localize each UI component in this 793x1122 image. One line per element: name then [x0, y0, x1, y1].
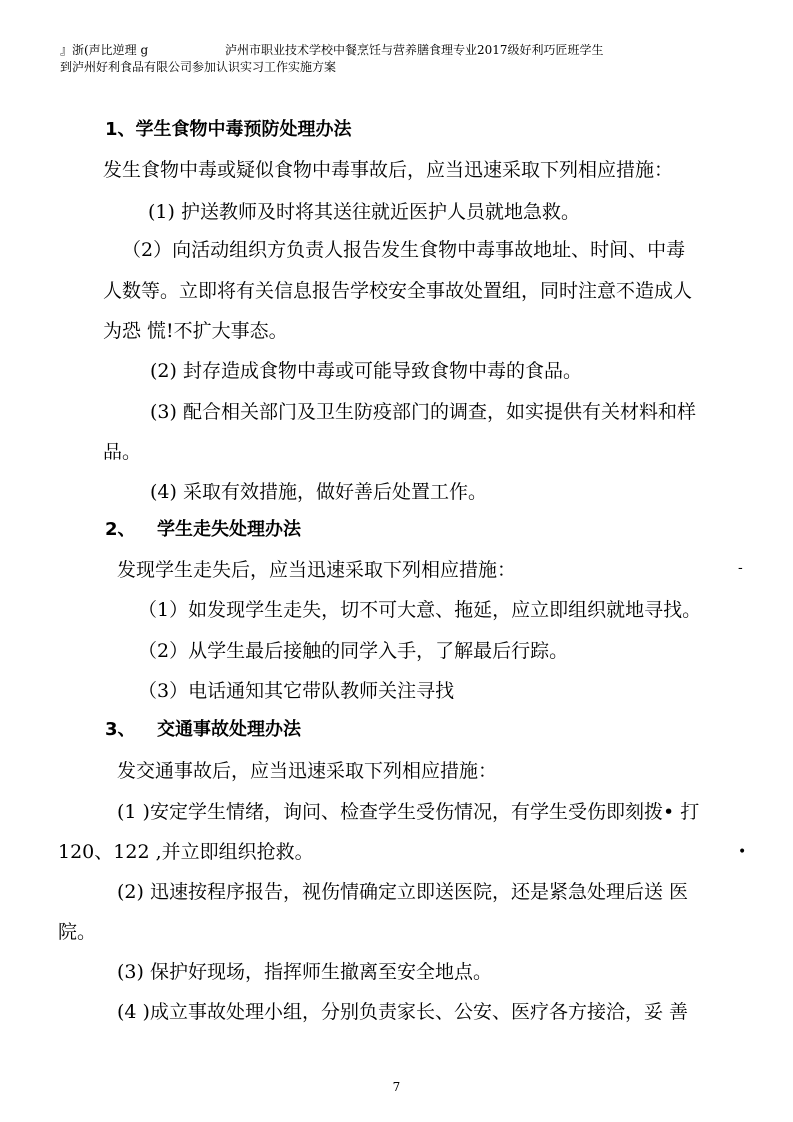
section-1-line: (3) 配合相关部门及卫生防疫部门的调查，如实提供有关材料和样 — [150, 401, 696, 423]
section-1-line: （2）向活动组织方负责人报告发生食物中毒事故地址、时间、中毒 — [122, 239, 686, 261]
section-3-heading — [105, 718, 301, 742]
section-3-line: (2) 迅速按程序报告，视伤情确定立即送医院，还是紧急处理后送 医 — [117, 881, 688, 903]
margin-dash-mark: - — [738, 560, 743, 576]
section-3-line: 院。 — [58, 921, 97, 943]
section-1-line: 为恐 慌!不扩大事态。 — [103, 320, 288, 342]
section-2-number: 2、 — [105, 519, 136, 540]
margin-bullet-mark: • — [738, 844, 747, 860]
section-3-line: 120、122 ,并立即组织抢救。 — [58, 841, 314, 863]
section-2-intro: 发现学生走失后，应当迅速采取下列相应措施： — [117, 559, 517, 581]
section-1-number: 1、 — [105, 119, 136, 140]
section-2-title: 学生走失处理办法 — [157, 519, 301, 540]
section-1-line: (4) 采取有效措施，做好善后处置工作。 — [150, 481, 487, 503]
section-1-line: (1) 护送教师及时将其送往就近医护人员就地急救。 — [148, 201, 580, 223]
section-3-number: 3、 — [105, 719, 136, 740]
header-title-line1: 泸州市职业技术学校中餐烹饪与营养膳食理专业2017级好利巧匠班学生 — [225, 43, 604, 57]
section-2-line: （3）电话通知其它带队教师关注寻找 — [138, 680, 455, 702]
section-1-intro: 发生食物中毒或疑似食物中毒事故后，应当迅速采取下列相应措施： — [103, 159, 674, 181]
section-3-intro: 发交通事故后，应当迅速采取下列相应措施： — [117, 760, 498, 782]
header-left-text: 』浙(声比逆理 g — [60, 43, 149, 57]
section-3-line: (1 )安定学生情绪，询问、检查学生受伤情况，有学生受伤即刻拨• 打 — [117, 801, 700, 823]
page-number: 7 — [392, 1080, 401, 1094]
section-2-heading — [105, 518, 301, 542]
section-1-title: 学生食物中毒预防处理办法 — [135, 119, 352, 140]
header-title-line2: 到泸州好利食品有限公司参加认识实习工作实施方案 — [60, 60, 337, 74]
section-2-line: （2）从学生最后接触的同学入手，了解最后行踪。 — [138, 640, 569, 662]
section-3-line: (3) 保护好现场，指挥师生撤离至安全地点。 — [117, 961, 492, 983]
section-1-line: 人数等。立即将有关信息报告学校安全事故处置组，同时注意不造成人 — [103, 280, 693, 302]
section-1-line: (2) 封存造成食物中毒或可能导致食物中毒的食品。 — [150, 360, 582, 382]
section-2-line: （1）如发现学生走失，切不可大意、拖延，应立即组织就地寻找。 — [138, 599, 702, 621]
section-3-title: 交通事故处理办法 — [157, 719, 301, 740]
section-1-heading — [105, 118, 352, 142]
section-1-line: 品。 — [103, 441, 142, 463]
section-3-line: (4 )成立事故处理小组，分别负责家长、公安、医疗各方接洽，妥 善 — [117, 1001, 688, 1023]
